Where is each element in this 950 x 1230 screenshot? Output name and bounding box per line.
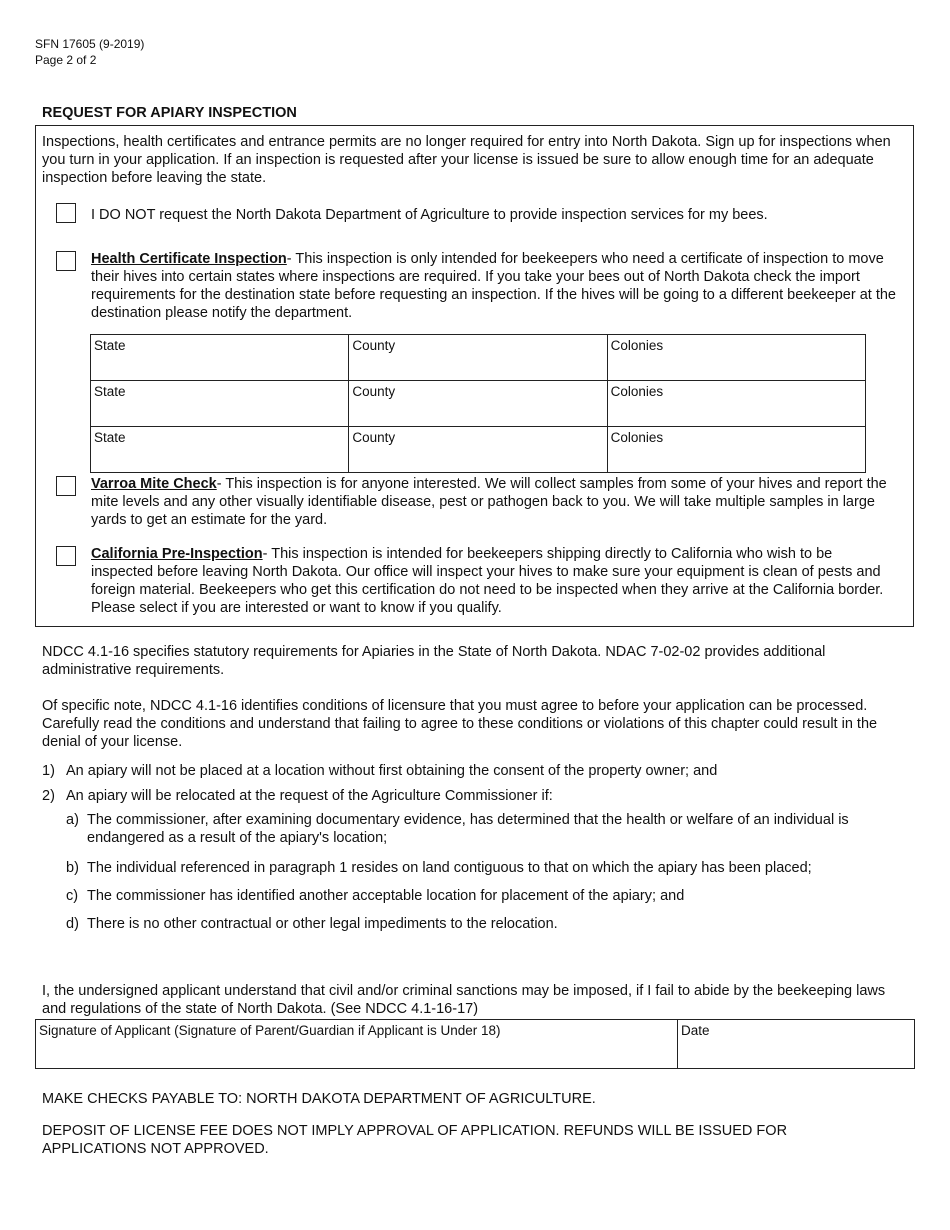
colonies-field[interactable]: Colonies [607, 335, 865, 381]
no-inspection-label: I DO NOT request the North Dakota Department of Agriculture to provide inspection services for my bees. [91, 207, 768, 223]
sub-list-item [66, 887, 912, 905]
sub-list-letter: a) [66, 812, 79, 828]
statutes-paragraph-2: Of specific note, NDCC 4.1-16 identifies conditions of licensure that you must agree to before your application can be processed. Carefully read the conditions and understand that failing to agree to these conditions or violations of this chapter could result in the denial of your license. [42, 698, 878, 750]
statutes-paragraph-1: NDCC 4.1-16 specifies statutory requirements for Apiaries in the State of North Dakota. NDAC 7-02-02 provides additional administrative requirements. [42, 644, 826, 678]
health-certificate-description [91, 250, 896, 322]
county-field[interactable]: County [349, 335, 607, 381]
page-number: Page 2 of 2 [35, 53, 97, 67]
signature-field[interactable] [36, 1020, 678, 1068]
date-field[interactable] [678, 1020, 914, 1068]
form-header [35, 36, 144, 68]
sub-list-text: The commissioner has identified another acceptable location for placement of the apiary; and [87, 888, 685, 904]
form-number: SFN 17605 (9-2019) [35, 37, 145, 51]
california-title: California Pre-Inspection [91, 546, 263, 562]
table-row [91, 381, 866, 427]
colonies-field[interactable]: Colonies [607, 381, 865, 427]
certification-text: I, the undersigned applicant understand that civil and/or criminal sanctions may be imposed, if I fail to abide by the beekeeping laws and regulations of the state of North Dakota. (See NDCC 4.1-16-17) [42, 983, 886, 1017]
signature-table [35, 1019, 915, 1069]
varroa-title: Varroa Mite Check [91, 476, 217, 492]
varroa-text: - This inspection is for anyone interested. We will collect samples from some of your hives and report the mite levels and any other visually identifiable disease, pest or pathogen back to you. We will take multiple samples in large yards to get an estimate for the yard. [91, 476, 887, 528]
health-certificate-title: Health Certificate Inspection [91, 251, 287, 267]
deposit-notice: DEPOSIT OF LICENSE FEE DOES NOT IMPLY APPROVAL OF APPLICATION. REFUNDS WILL BE ISSUED FOR APPLICATIONS NOT APPROVED. [42, 1123, 788, 1157]
table-row [91, 427, 866, 473]
sub-list-item [66, 915, 912, 933]
signature-label: Signature of Applicant (Signature of Parent/Guardian if Applicant is Under 18) [39, 1023, 501, 1038]
sub-list-text: The individual referenced in paragraph 1 resides on land contiguous to that on which the apiary has been placed; [87, 860, 812, 876]
list-text: An apiary will not be placed at a location without first obtaining the consent of the property owner; and [66, 763, 718, 779]
state-field[interactable]: State [91, 335, 349, 381]
sub-list-text: There is no other contractual or other legal impediments to the relocation. [87, 916, 558, 932]
list-text: An apiary will be relocated at the request of the Agriculture Commissioner if: [66, 788, 553, 804]
sub-list-letter: d) [66, 916, 79, 932]
list-item [42, 787, 912, 805]
varroa-checkbox[interactable] [56, 476, 76, 496]
california-text: - This inspection is intended for beekeepers shipping directly to California who wish to be inspected before leaving North Dakota. Our office will inspect your hives to make sure your equipment is clean of pests and foreign material. Beekeepers who get this certification do not need to be inspected when they arrive at the California border. Please select if you are interested or want to know if you qualify. [91, 546, 884, 616]
list-number: 2) [42, 788, 55, 804]
checks-payable-notice: MAKE CHECKS PAYABLE TO: NORTH DAKOTA DEPARTMENT OF AGRICULTURE. [42, 1091, 596, 1107]
inspection-intro: Inspections, health certificates and entrance permits are no longer required for entry into North Dakota. Sign up for inspections when you turn in your application. If an inspection is requested after your license is issued be sure to allow enough time for an adequate inspection before leaving the state. [42, 134, 891, 186]
no-inspection-checkbox[interactable] [56, 203, 76, 223]
colonies-field[interactable]: Colonies [607, 427, 865, 473]
list-item [42, 762, 912, 780]
date-label: Date [681, 1023, 710, 1038]
state-field[interactable]: State [91, 427, 349, 473]
list-number: 1) [42, 763, 55, 779]
sub-list-letter: b) [66, 860, 79, 876]
sub-list-letter: c) [66, 888, 79, 904]
sub-list-item [66, 859, 912, 877]
sub-list-text: The commissioner, after examining documentary evidence, has determined that the health or welfare of an individual is endangered as a result of the apiary's location; [87, 812, 849, 846]
sub-list-item [66, 811, 912, 847]
table-row [91, 335, 866, 381]
county-field[interactable]: County [349, 381, 607, 427]
county-field[interactable]: County [349, 427, 607, 473]
health-certificate-text: - This inspection is only intended for beekeepers who need a certificate of inspection to move their hives into certain states where inspections are required. If you take your bees out of North Dakota check the import requirements for the destination state before requesting an inspection. If the hives will be going to a different beekeeper at the destination please notify the department. [91, 251, 896, 321]
health-certificate-checkbox[interactable] [56, 251, 76, 271]
varroa-description [91, 475, 896, 529]
california-description [91, 545, 896, 617]
california-checkbox[interactable] [56, 546, 76, 566]
destination-table [90, 334, 866, 473]
section-title: REQUEST FOR APIARY INSPECTION [42, 105, 297, 121]
state-field[interactable]: State [91, 381, 349, 427]
